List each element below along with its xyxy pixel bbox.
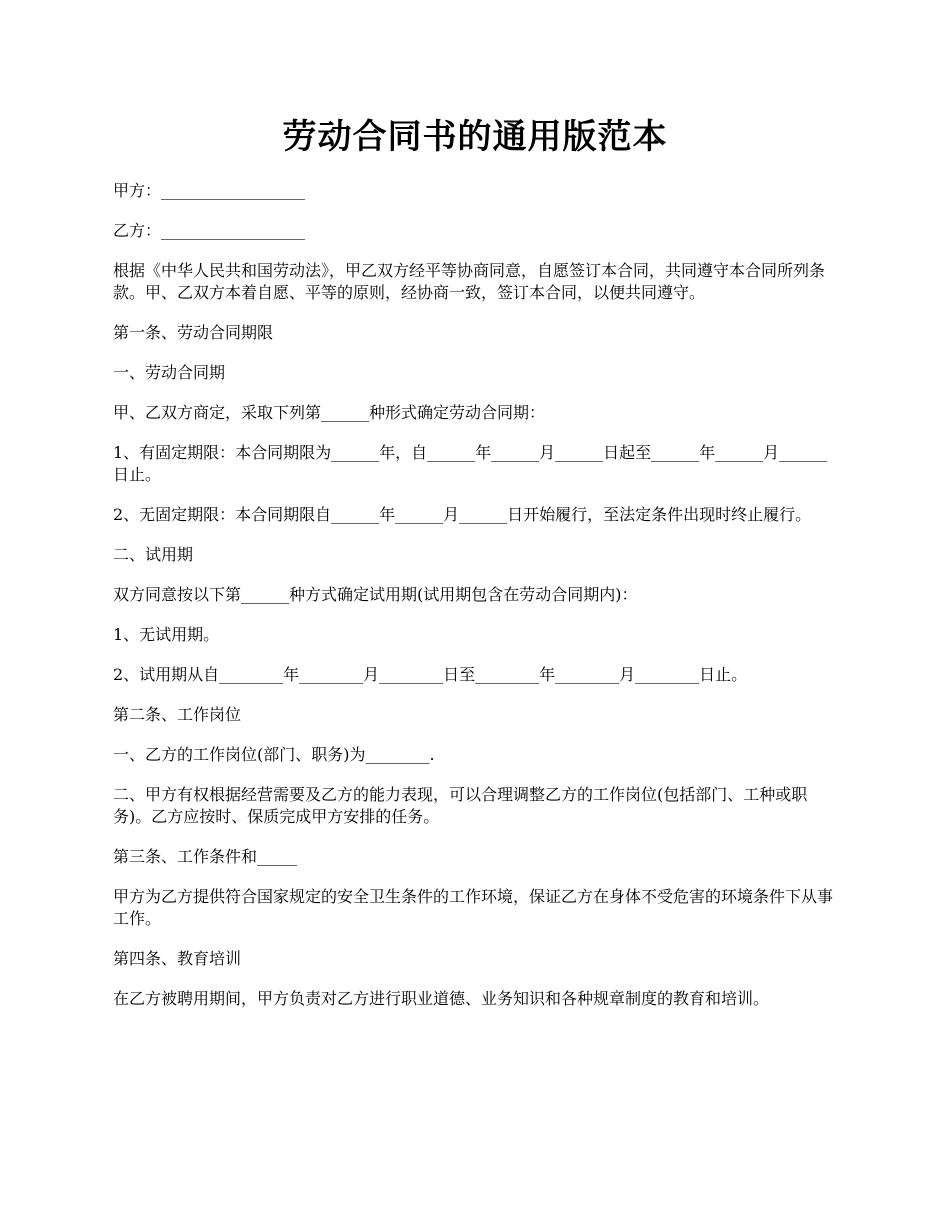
paragraph: 1、有固定期限：本合同期限为______年，自______年______月______日起至______年______月______日止。 bbox=[113, 443, 828, 484]
paragraph: 二、甲方有权根据经营需要及乙方的能力表现，可以合理调整乙方的工作岗位(包括部门、工种或职务)。乙方应按时、保质完成甲方安排的任务。 bbox=[113, 785, 808, 826]
paragraph-party-b: 乙方：__________________ bbox=[113, 221, 306, 240]
paragraph: 一、乙方的工作岗位(部门、职务)为________. bbox=[113, 745, 435, 764]
paragraph: 在乙方被聘用期间，甲方负责对乙方进行职业道德、业务知识和各种规章制度的教育和培训。 bbox=[113, 989, 770, 1008]
document-body bbox=[113, 180, 840, 1028]
paragraph-party-a: 甲方：__________________ bbox=[113, 181, 306, 200]
paragraph: 甲、乙双方商定，采取下列第______种形式确定劳动合同期： bbox=[113, 403, 546, 422]
paragraph-preamble: 根据《中华人民共和国劳动法》，甲乙双方经平等协商同意，自愿签订本合同，共同遵守本合同所列条款。甲、乙双方本着自愿、平等的原则，经协商一致，签订本合同，以便共同遵守。 bbox=[113, 261, 826, 302]
section-heading-4: 第四条、教育培训 bbox=[113, 949, 242, 968]
section-heading-2: 第二条、工作岗位 bbox=[113, 705, 242, 724]
paragraph: 2、无固定期限：本合同期限自______年______月______日开始履行，至法定条件出现时终止履行。 bbox=[113, 505, 812, 524]
section-heading-3: 第三条、工作条件和_____ bbox=[113, 847, 298, 866]
paragraph: 1、无试用期。 bbox=[113, 625, 220, 644]
paragraph: 甲方为乙方提供符合国家规定的安全卫生条件的工作环境，保证乙方在身体不受危害的环境条件下从事工作。 bbox=[113, 887, 834, 928]
subsection-heading: 一、劳动合同期 bbox=[113, 363, 226, 382]
section-heading-1: 第一条、劳动合同期限 bbox=[113, 323, 274, 342]
subsection-heading: 二、试用期 bbox=[113, 545, 194, 564]
paragraph: 2、试用期从自________年________月________日至________年________月________日止。 bbox=[113, 665, 748, 684]
document-title: 劳动合同书的通用版范本 bbox=[282, 117, 668, 157]
paragraph: 双方同意按以下第______种方式确定试用期(试用期包含在劳动合同期内)： bbox=[113, 585, 638, 604]
